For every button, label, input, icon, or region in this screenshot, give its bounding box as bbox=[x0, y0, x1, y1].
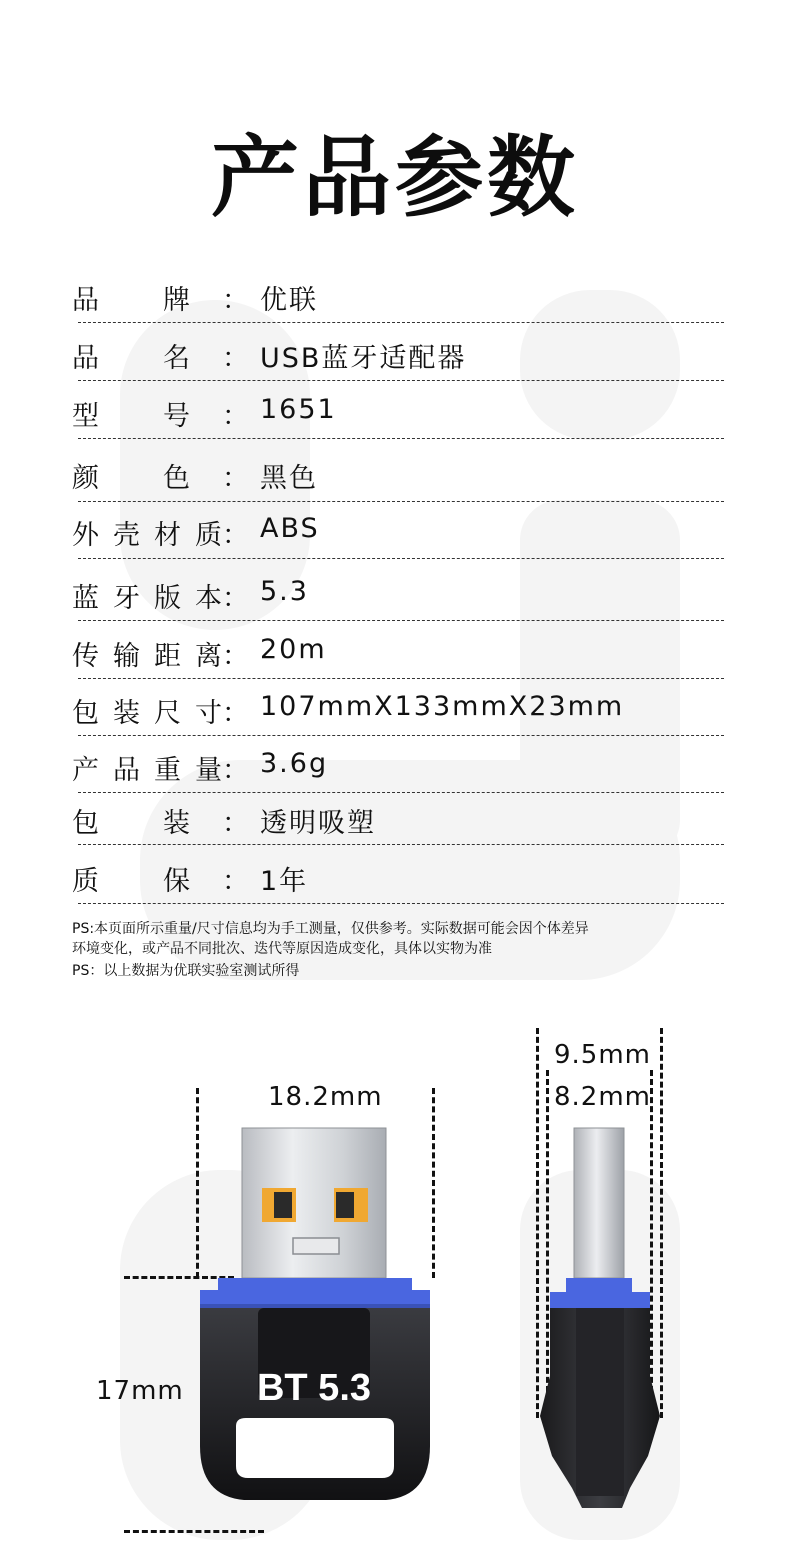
spec-row-model bbox=[72, 394, 724, 434]
spec-label-char: 寸 bbox=[195, 698, 222, 729]
spec-label-char: 本 bbox=[195, 583, 222, 614]
spec-label bbox=[72, 456, 190, 495]
spec-label-char: 号 bbox=[163, 401, 190, 432]
spec-label-char: 品 bbox=[72, 285, 99, 316]
spec-label-char: 色 bbox=[163, 463, 190, 494]
spec-row-packaging bbox=[72, 801, 724, 841]
spec-colon: ： bbox=[222, 285, 249, 316]
side-total-dimension-label: 9.5mm bbox=[554, 1040, 652, 1070]
side-plug-dimension-label: 8.2mm bbox=[554, 1082, 652, 1112]
row-divider bbox=[78, 322, 724, 323]
width-dimension-label: 18.2mm bbox=[268, 1082, 383, 1112]
spec-row-color bbox=[72, 456, 724, 496]
spec-label-char: 质 bbox=[72, 866, 99, 897]
spec-colon: ： bbox=[222, 463, 249, 494]
spec-label-char: 量 bbox=[195, 755, 222, 786]
spec-label bbox=[72, 394, 190, 433]
spec-colon: ： bbox=[222, 343, 249, 374]
spec-label-char: 装 bbox=[113, 698, 140, 729]
spec-label-char: 传 bbox=[72, 641, 99, 672]
spec-label-char: 质 bbox=[195, 520, 222, 551]
spec-value: 黑色 bbox=[260, 463, 318, 494]
spec-label-char: 牌 bbox=[163, 285, 190, 316]
spec-label-char: 版 bbox=[154, 583, 181, 614]
spec-label-char: 品 bbox=[113, 755, 140, 786]
row-divider bbox=[78, 903, 724, 904]
spec-label-char: 装 bbox=[163, 808, 190, 839]
row-divider bbox=[78, 792, 724, 793]
spec-label-char: 包 bbox=[72, 808, 99, 839]
spec-label-char: 外 bbox=[72, 520, 99, 551]
spec-colon: ： bbox=[222, 866, 249, 897]
disclaimer-line: PS:本页面所示重量/尺寸信息均为手工测量，仅供参考。实际数据可能会因个体差异 bbox=[72, 921, 589, 937]
spec-value: 透明吸塑 bbox=[260, 808, 376, 839]
spec-label bbox=[72, 691, 222, 730]
spec-label-char: 包 bbox=[72, 698, 99, 729]
spec-value: 20m bbox=[260, 634, 327, 665]
row-divider bbox=[78, 558, 724, 559]
spec-colon: ： bbox=[222, 520, 249, 551]
spec-row-brand bbox=[72, 278, 724, 318]
spec-colon: ： bbox=[222, 808, 249, 839]
spec-value: 5.3 bbox=[260, 576, 309, 607]
spec-row-product-name bbox=[72, 336, 724, 376]
spec-colon: ： bbox=[222, 583, 249, 614]
spec-value: 1年 bbox=[260, 866, 309, 897]
spec-label-char: 蓝 bbox=[72, 583, 99, 614]
spec-row-package-size bbox=[72, 691, 724, 731]
adapter-front-image bbox=[196, 1126, 436, 1536]
row-divider bbox=[78, 678, 724, 679]
page-title: 产品参数 bbox=[210, 126, 579, 229]
row-divider bbox=[78, 380, 724, 381]
spec-label-char: 距 bbox=[154, 641, 181, 672]
spec-colon: ： bbox=[222, 641, 249, 672]
spec-row-bluetooth-version bbox=[72, 576, 724, 616]
spec-label bbox=[72, 576, 222, 615]
spec-row-range bbox=[72, 634, 724, 674]
spec-label-char: 壳 bbox=[113, 520, 140, 551]
disclaimer-line: 环境变化，或产品不同批次、迭代等原因造成变化，具体以实物为准 bbox=[72, 941, 492, 957]
height-dimension-label: 17mm bbox=[96, 1376, 184, 1406]
spec-label bbox=[72, 748, 222, 787]
spec-label-char: 材 bbox=[154, 520, 181, 551]
spec-label bbox=[72, 336, 190, 375]
spec-value: 优联 bbox=[260, 285, 318, 316]
spec-label bbox=[72, 513, 222, 552]
spec-label-char: 尺 bbox=[154, 698, 181, 729]
spec-row-warranty bbox=[72, 859, 724, 899]
row-divider bbox=[78, 620, 724, 621]
spec-label-char: 产 bbox=[72, 755, 99, 786]
spec-row-shell-material bbox=[72, 513, 724, 553]
spec-label-char: 型 bbox=[72, 401, 99, 432]
row-divider bbox=[78, 438, 724, 439]
spec-value: 1651 bbox=[260, 394, 337, 425]
adapter-side-image bbox=[536, 1126, 666, 1510]
spec-value: ABS bbox=[260, 513, 320, 544]
bt-badge-text: BT 5.3 bbox=[256, 1367, 372, 1409]
spec-row-weight bbox=[72, 748, 724, 788]
spec-value: USB蓝牙适配器 bbox=[260, 343, 467, 374]
spec-label-char: 输 bbox=[113, 641, 140, 672]
spec-colon: ： bbox=[222, 698, 249, 729]
spec-label bbox=[72, 634, 222, 673]
spec-label-char: 颜 bbox=[72, 463, 99, 494]
spec-label-char: 品 bbox=[72, 343, 99, 374]
spec-label-char: 重 bbox=[154, 755, 181, 786]
spec-label bbox=[72, 859, 190, 898]
row-divider bbox=[78, 501, 724, 502]
spec-value: 107mmX133mmX23mm bbox=[260, 691, 625, 722]
spec-label bbox=[72, 801, 190, 840]
spec-label bbox=[72, 278, 190, 317]
spec-label-char: 名 bbox=[163, 343, 190, 374]
spec-label-char: 牙 bbox=[113, 583, 140, 614]
spec-label-char: 离 bbox=[195, 641, 222, 672]
spec-colon: ： bbox=[222, 401, 249, 432]
spec-colon: ： bbox=[222, 755, 249, 786]
spec-label-char: 保 bbox=[163, 866, 190, 897]
row-divider bbox=[78, 844, 724, 845]
spec-value: 3.6g bbox=[260, 748, 329, 779]
row-divider bbox=[78, 735, 724, 736]
source-note: PS：以上数据为优联实验室测试所得 bbox=[72, 963, 300, 979]
